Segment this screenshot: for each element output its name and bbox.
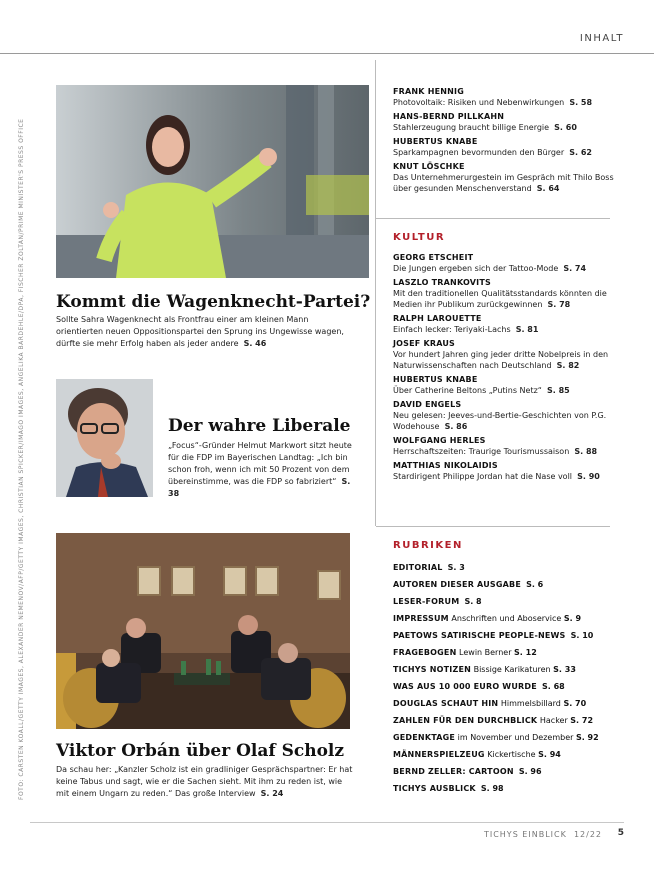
article-title: Neu gelesen: Jeeves-und-Bertie-Geschichten von P.G. Wodehouse S. 86 (393, 411, 607, 431)
story2-teaser: „Focus“-Gründer Helmut Markwort sitzt heute für die FDP im Bayerischen Landtag: „Ich bin schon froh, wenn ich mit 50 Prozent von dem übereinstimme, was die FDP so fabriziert“ S. 38 (168, 441, 352, 498)
divider (376, 526, 610, 527)
list-item: BERND ZELLER: CARTOON S. 96 (393, 767, 542, 776)
rubriken-heading: RUBRIKEN (393, 540, 463, 551)
list-item (393, 252, 618, 274)
list-item: EDITORIAL S. 3 (393, 563, 465, 572)
list-item: WAS AUS 10 000 EURO WURDE S. 68 (393, 682, 565, 691)
list-item (393, 399, 618, 432)
article-title: Photovoltaik: Risiken und Nebenwirkungen S. 58 (393, 98, 593, 107)
section-label: INHALT (579, 33, 624, 44)
list-item (393, 161, 618, 194)
author-name: HUBERTUS KNABE (393, 375, 478, 384)
list-item: IMPRESSUM Anschriften und Aboservice S. 9 (393, 614, 582, 623)
author-name: LASZLO TRANKOVITS (393, 278, 491, 287)
article-title: Sparkampagnen bevormunden den Bürger S. 62 (393, 148, 592, 157)
header-rule (0, 53, 654, 54)
author-name: JOSEF KRAUS (393, 339, 456, 348)
rubriken-list (393, 563, 623, 801)
footer-rule (30, 822, 624, 823)
list-item (393, 374, 618, 396)
list-item (393, 460, 618, 482)
story3-page: S. 24 (260, 789, 284, 798)
author-name: HANS-BERND PILLKAHN (393, 112, 505, 121)
story1-teaser: Sollte Sahra Wagenknecht als Frontfrau einer am kleinen Mann orientierten neuen Oppositionspartei den Sprung ins Ungewisse wagen, dürfte sie mehr Erfolg haben als jeder andere S. 46 (56, 315, 344, 348)
kultur-list (393, 252, 618, 485)
article-title: Über Catherine Beltons „Putins Netz“ S. 85 (393, 386, 570, 395)
list-item (393, 435, 618, 457)
author-name: KNUT LÖSCHKE (393, 162, 465, 171)
divider (376, 218, 610, 219)
footer-magazine: TICHYS EINBLICK 12/22 (483, 830, 602, 839)
list-item: DOUGLAS SCHAUT HIN Himmelsbillard S. 70 (393, 699, 587, 708)
author-name: GEORG ETSCHEIT (393, 253, 474, 262)
author-name: HUBERTUS KNABE (393, 137, 478, 146)
list-item (393, 313, 618, 335)
author-name: DAVID ENGELS (393, 400, 462, 409)
article-title: Einfach lecker: Teriyaki-Lachs S. 81 (393, 325, 539, 334)
page-number: 5 (617, 828, 624, 838)
list-item: MÄNNERSPIELZEUG Kickertische S. 94 (393, 750, 561, 759)
story2-page: S. 38 (168, 477, 351, 498)
markwort-photo (56, 379, 153, 497)
story1-page: S. 46 (243, 339, 267, 348)
list-item (393, 111, 618, 133)
story3-teaser: Da schau her: „Kanzler Scholz ist ein gradliniger Gesprächspartner: Er hat keine Tabus und sagt, wie er die Sachen sieht. Mit ihm zu reden ist, wie mit einem Ungarn zu reden.“ Das große Interview S. 24 (56, 765, 353, 798)
wirtschaft-list (393, 86, 618, 197)
list-item (393, 136, 618, 158)
list-item: FRAGEBOGEN Lewin Berner S. 12 (393, 648, 537, 657)
list-item: PAETOWS SATIRISCHE PEOPLE-NEWS S. 10 (393, 631, 594, 640)
photo-credit: FOTO: CARSTEN KOALL/GETTY IMAGES, ALEXANDER NEMENOV/AFP/GETTY IMAGES, CHRISTIAN SPICKER/IMAGO IMAGES, ANGELIKA BARDEHLE/DPA, FISCHER ZOLTAN/PRIME MINISTER'S PRESS OFFICE (18, 118, 25, 800)
author-name: WOLFGANG HERLES (393, 436, 486, 445)
article-title: Das Unternehmerurgestein im Gespräch mit Thilo Boss über gesunden Menschenverstand S. 64 (393, 173, 614, 193)
list-item: TICHYS AUSBLICK S. 98 (393, 784, 504, 793)
list-item: ZAHLEN FÜR DEN DURCHBLICK Hacker S. 72 (393, 716, 594, 725)
story1-headline: Kommt die Wagenknecht-Partei? (56, 292, 371, 312)
list-item: LESER-FORUM S. 8 (393, 597, 482, 606)
author-name: RALPH LAROUETTE (393, 314, 482, 323)
orban-photo (56, 533, 350, 729)
wagenknecht-photo (56, 85, 369, 278)
list-item: AUTOREN DIESER AUSGABE S. 6 (393, 580, 544, 589)
column-divider (375, 60, 376, 526)
author-name: MATTHIAS NIKOLAIDIS (393, 461, 498, 470)
list-item: GEDENKTAGE im November und Dezember S. 92 (393, 733, 599, 742)
list-item (393, 277, 618, 310)
story3-headline: Viktor Orbán über Olaf Scholz (56, 741, 345, 761)
author-name: FRANK HENNIG (393, 87, 464, 96)
article-title: Die Jungen ergeben sich der Tattoo-Mode S. 74 (393, 264, 587, 273)
article-title: Stardirigent Philippe Jordan hat die Nase voll S. 90 (393, 472, 600, 481)
list-item: TICHYS NOTIZEN Bissige Karikaturen S. 33 (393, 665, 576, 674)
article-title: Herrschaftszeiten: Traurige Tourismussaison S. 88 (393, 447, 598, 456)
story2-headline: Der wahre Liberale (168, 416, 351, 436)
article-title: Mit den traditionellen Qualitätsstandards könnten die Medien ihr Publikum zurückgewinnen S. 78 (393, 289, 607, 309)
list-item (393, 338, 618, 371)
list-item (393, 86, 618, 108)
article-title: Vor hundert Jahren ging jeder dritte Nobelpreis in den Naturwissenschaften nach Deutschland S. 82 (393, 350, 609, 370)
article-title: Stahlerzeugung braucht billige Energie S. 60 (393, 123, 577, 132)
kultur-heading: KULTUR (393, 232, 446, 243)
